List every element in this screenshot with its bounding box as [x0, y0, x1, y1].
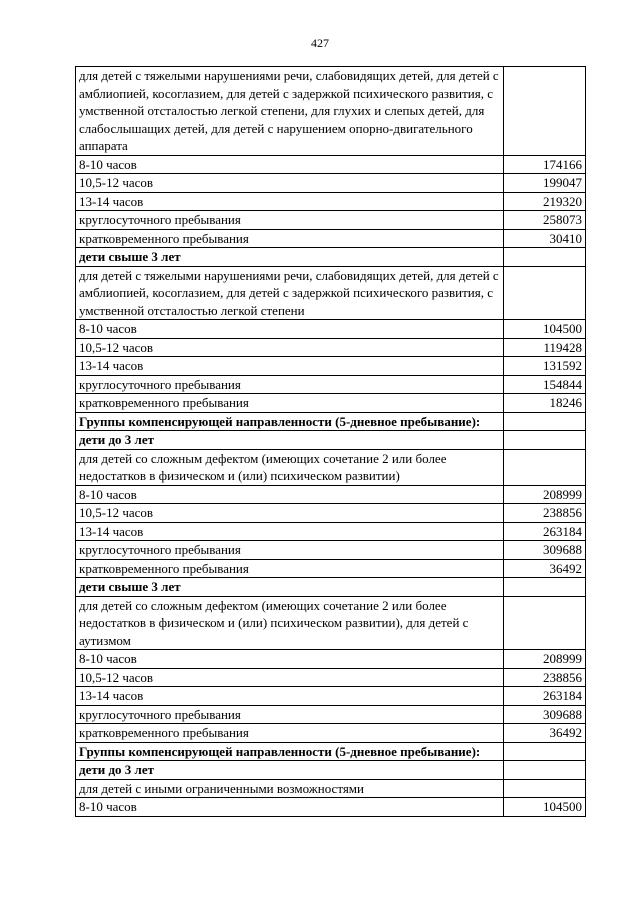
- row-label-cell: 8-10 часов: [76, 798, 504, 817]
- row-value-cell: 309688: [504, 541, 586, 560]
- table-row: [76, 705, 586, 724]
- row-value-cell: [504, 596, 586, 650]
- table-row: [76, 650, 586, 669]
- row-value-cell: 18246: [504, 394, 586, 413]
- row-label-cell: круглосуточного пребывания: [76, 705, 504, 724]
- row-value-cell: [504, 248, 586, 267]
- table-row: [76, 338, 586, 357]
- row-label-cell: кратковременного пребывания: [76, 559, 504, 578]
- row-label-cell: для детей со сложным дефектом (имеющих сочетание 2 или более недостатков в физическом и (или) психическом развитии), для детей с аутизмом: [76, 596, 504, 650]
- row-label-cell: для детей с тяжелыми нарушениями речи, слабовидящих детей, для детей с амблиопией, косоглазием, для детей с задержкой психического развития, с умственной отсталостью легкой степени, для глухих и слепых детей, для слабослышащих детей, для детей с нарушением опорно-двигательного аппарата: [76, 67, 504, 156]
- table-body: [76, 67, 586, 817]
- row-label-cell: 10,5-12 часов: [76, 174, 504, 193]
- row-label-cell: кратковременного пребывания: [76, 724, 504, 743]
- row-label-cell: круглосуточного пребывания: [76, 375, 504, 394]
- table-row: [76, 248, 586, 267]
- row-label-cell: 8-10 часов: [76, 320, 504, 339]
- row-value-cell: 154844: [504, 375, 586, 394]
- section-heading-cell: дети до 3 лет: [76, 761, 504, 780]
- row-value-cell: 36492: [504, 724, 586, 743]
- table-row: [76, 798, 586, 817]
- table-row: [76, 504, 586, 523]
- row-value-cell: [504, 266, 586, 320]
- section-heading-cell: Группы компенсирующей направленности (5-дневное пребывание):: [76, 742, 504, 761]
- table-row: [76, 431, 586, 450]
- table-row: [76, 192, 586, 211]
- tariff-table: [75, 66, 586, 817]
- table-row: [76, 394, 586, 413]
- row-value-cell: 36492: [504, 559, 586, 578]
- table-row: [76, 357, 586, 376]
- row-value-cell: 199047: [504, 174, 586, 193]
- table-row: [76, 449, 586, 485]
- section-heading-cell: дети свыше 3 лет: [76, 578, 504, 597]
- row-label-cell: круглосуточного пребывания: [76, 211, 504, 230]
- row-value-cell: 258073: [504, 211, 586, 230]
- row-value-cell: 174166: [504, 155, 586, 174]
- row-value-cell: 131592: [504, 357, 586, 376]
- row-label-cell: 8-10 часов: [76, 155, 504, 174]
- table-row: [76, 320, 586, 339]
- row-value-cell: 238856: [504, 668, 586, 687]
- row-label-cell: для детей со сложным дефектом (имеющих сочетание 2 или более недостатков в физическом и (или) психическом развитии): [76, 449, 504, 485]
- row-value-cell: 104500: [504, 320, 586, 339]
- table-row: [76, 67, 586, 156]
- row-value-cell: 219320: [504, 192, 586, 211]
- row-value-cell: 263184: [504, 522, 586, 541]
- table-row: [76, 155, 586, 174]
- row-value-cell: [504, 779, 586, 798]
- row-value-cell: 208999: [504, 650, 586, 669]
- table-row: [76, 541, 586, 560]
- table-row: [76, 522, 586, 541]
- row-label-cell: 13-14 часов: [76, 687, 504, 706]
- table-row: [76, 266, 586, 320]
- table-row: [76, 174, 586, 193]
- row-label-cell: 8-10 часов: [76, 650, 504, 669]
- row-value-cell: [504, 67, 586, 156]
- table-row: [76, 485, 586, 504]
- row-value-cell: [504, 449, 586, 485]
- row-value-cell: [504, 761, 586, 780]
- section-heading-cell: дети свыше 3 лет: [76, 248, 504, 267]
- table-row: [76, 761, 586, 780]
- row-value-cell: [504, 742, 586, 761]
- table-row: [76, 229, 586, 248]
- row-label-cell: 13-14 часов: [76, 357, 504, 376]
- table-row: [76, 742, 586, 761]
- row-label-cell: 10,5-12 часов: [76, 338, 504, 357]
- row-value-cell: 104500: [504, 798, 586, 817]
- row-label-cell: кратковременного пребывания: [76, 394, 504, 413]
- row-label-cell: кратковременного пребывания: [76, 229, 504, 248]
- row-label-cell: 13-14 часов: [76, 522, 504, 541]
- row-value-cell: 30410: [504, 229, 586, 248]
- section-heading-cell: дети до 3 лет: [76, 431, 504, 450]
- row-value-cell: 119428: [504, 338, 586, 357]
- table-row: [76, 596, 586, 650]
- row-value-cell: 263184: [504, 687, 586, 706]
- row-label-cell: для детей с тяжелыми нарушениями речи, слабовидящих детей, для детей с амблиопией, косоглазием, для детей с задержкой психического развития, с умственной отсталостью легкой степени: [76, 266, 504, 320]
- section-heading-cell: Группы компенсирующей направленности (5-дневное пребывание):: [76, 412, 504, 431]
- table-row: [76, 578, 586, 597]
- row-value-cell: [504, 412, 586, 431]
- table-row: [76, 559, 586, 578]
- row-label-cell: для детей с иными ограниченными возможностями: [76, 779, 504, 798]
- table-row: [76, 211, 586, 230]
- row-value-cell: 208999: [504, 485, 586, 504]
- table-row: [76, 668, 586, 687]
- row-label-cell: 8-10 часов: [76, 485, 504, 504]
- table-row: [76, 375, 586, 394]
- row-value-cell: [504, 578, 586, 597]
- row-label-cell: 13-14 часов: [76, 192, 504, 211]
- table-row: [76, 724, 586, 743]
- row-value-cell: 309688: [504, 705, 586, 724]
- row-value-cell: 238856: [504, 504, 586, 523]
- row-label-cell: 10,5-12 часов: [76, 668, 504, 687]
- table-row: [76, 412, 586, 431]
- table-row: [76, 779, 586, 798]
- page-number: 427: [311, 36, 329, 50]
- row-label-cell: 10,5-12 часов: [76, 504, 504, 523]
- row-label-cell: круглосуточного пребывания: [76, 541, 504, 560]
- table-row: [76, 687, 586, 706]
- row-value-cell: [504, 431, 586, 450]
